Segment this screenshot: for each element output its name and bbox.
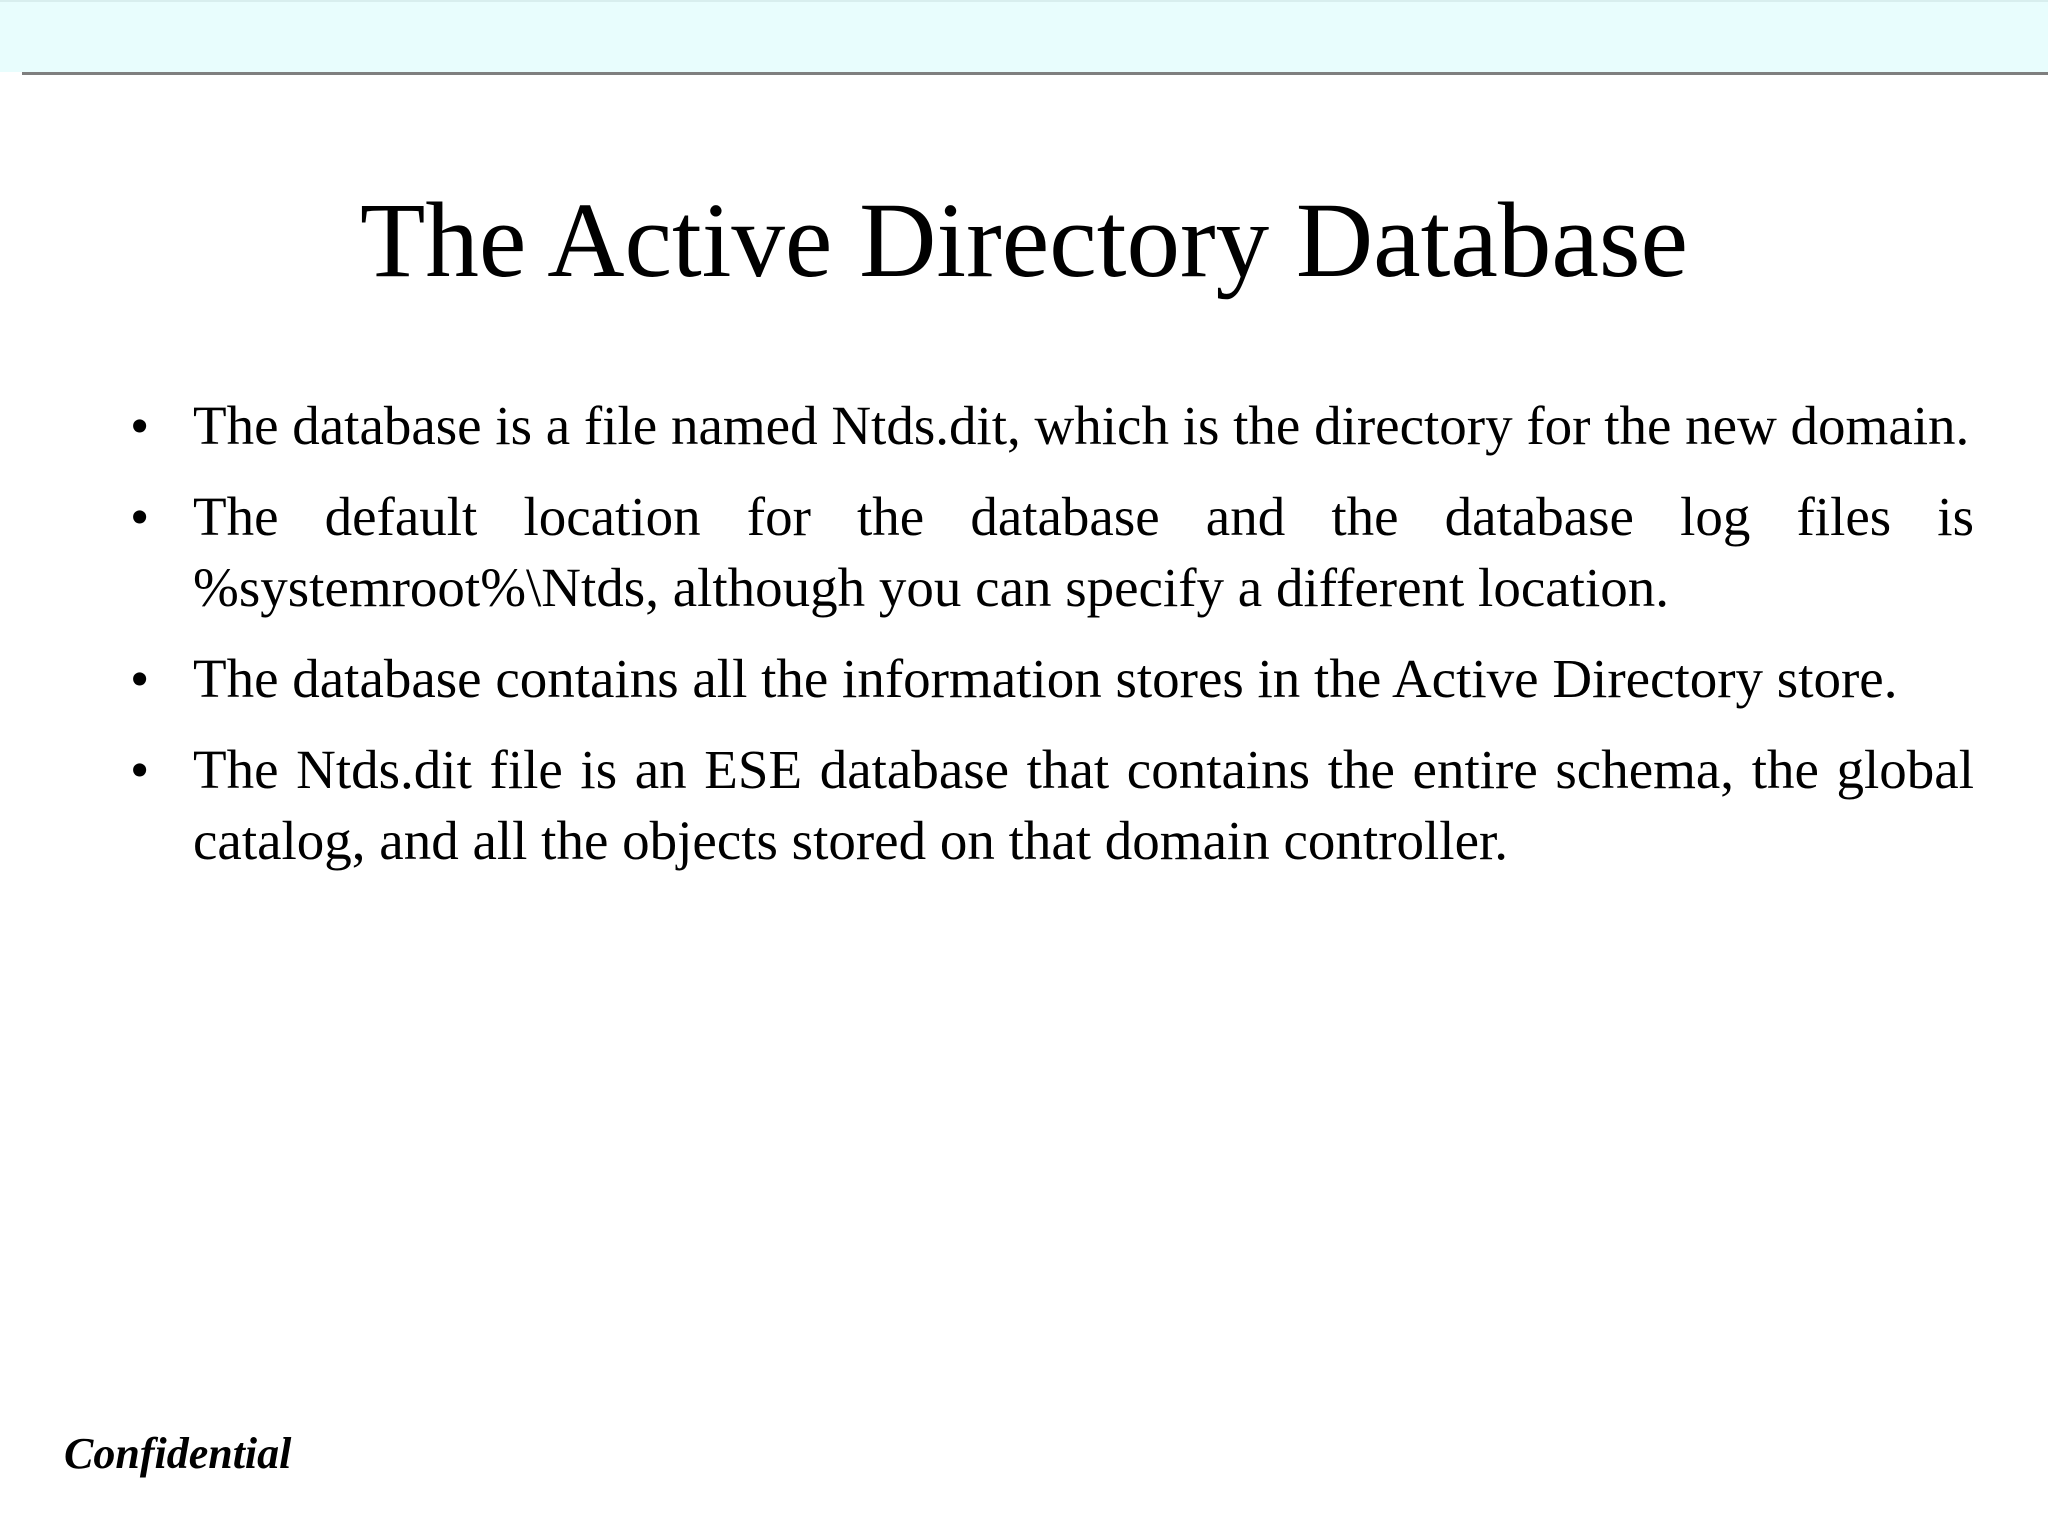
header-divider bbox=[22, 72, 2048, 75]
bullet-item bbox=[130, 390, 1974, 461]
bullet-icon: • bbox=[130, 395, 150, 456]
bullet-icon: • bbox=[130, 486, 150, 547]
bullet-item bbox=[130, 734, 1974, 876]
bullet-icon: • bbox=[130, 739, 150, 800]
confidential-footer: Confidential bbox=[64, 1429, 292, 1478]
bullet-icon: • bbox=[130, 648, 150, 709]
slide-title: The Active Directory Database bbox=[360, 182, 1688, 300]
header-band bbox=[0, 0, 2048, 72]
bullet-list bbox=[130, 390, 1974, 896]
bullet-item bbox=[130, 481, 1974, 623]
bullet-text: The Ntds.dit file is an ESE database that contains the entire schema, the global catalog, and all the objects stored on that domain controller. bbox=[193, 739, 1974, 871]
bullet-text: The database is a file named Ntds.dit, which is the directory for the new domain. bbox=[193, 395, 1970, 456]
bullet-text: The default location for the database and the database log files is %systemroot%\Ntds, although you can specify a different location. bbox=[193, 486, 1974, 618]
bullet-text: The database contains all the information stores in the Active Directory store. bbox=[193, 648, 1898, 709]
bullet-item bbox=[130, 643, 1974, 714]
